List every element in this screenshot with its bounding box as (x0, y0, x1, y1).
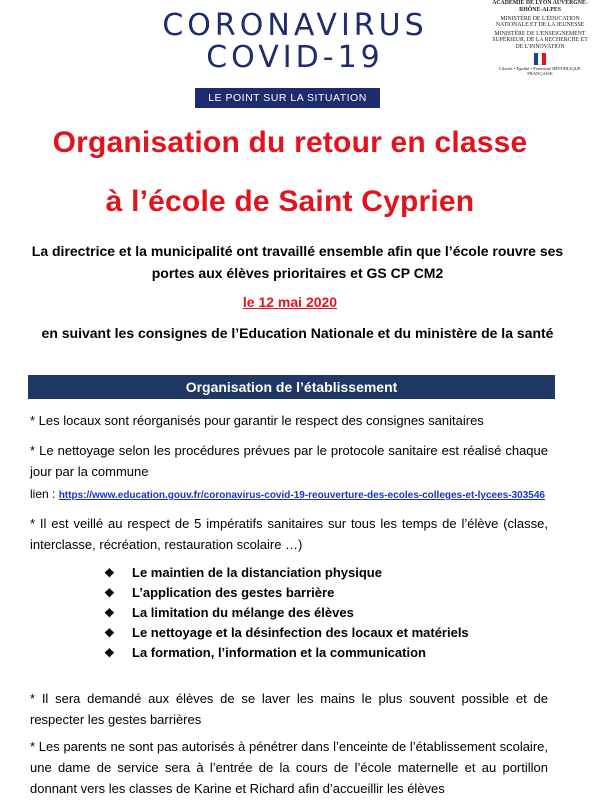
paragraph-imperatifs: * Il est veillé au respect de 5 impératifs sanitaires sur tous les temps de l’élève (classe, interclasse, récréation, restauration scolaire …) (30, 516, 548, 552)
intro-guidelines: en suivant les consignes de l’Education Nationale et du ministère de la santé (41, 325, 554, 341)
logo-ministry-research: MINISTÈRE DE L'ENSEIGNEMENT SUPÉRIEUR, DE LA RECHERCHE ET DE L'INNOVATION (492, 30, 588, 50)
list-item-text: La formation, l’information et la communication (132, 645, 426, 660)
list-item (104, 563, 469, 583)
diamond-bullet-icon: ❖ (104, 646, 115, 660)
logo-ministry-education: MINISTÈRE DE L'ÉDUCATION NATIONALE ET DE LA JEUNESSE (495, 16, 585, 29)
main-title-line1: Organisation du retour en classe (52, 126, 528, 159)
diamond-bullet-icon: ❖ (104, 586, 115, 600)
section-header: Organisation de l’établissement (28, 375, 555, 399)
paragraph-locaux: * Les locaux sont réorganisés pour garantir le respect des consignes sanitaires (30, 413, 484, 428)
list-item (104, 643, 469, 663)
logo-region: ACADÉMIE DE LYON AUVERGNE-RHÔNE-ALPES (492, 0, 588, 13)
french-flag-icon (534, 53, 546, 65)
imperatives-list (104, 563, 469, 663)
intro-text: La directrice et la municipalité ont travaillé ensemble afin que l’école rouvre ses portes aux élèves prioritaires et GS CP CM2 (31, 243, 564, 281)
list-item-text: Le maintien de la distanciation physique (132, 565, 382, 580)
header-title-coronavirus: CORONAVIRUS (162, 8, 428, 43)
paragraph-nettoyage: * Le nettoyage selon les procédures prévues par le protocole sanitaire est réalisé chaque jour par la commune (30, 443, 548, 479)
link-line (30, 486, 548, 504)
main-title-line2: à l’école de Saint Cyprien (105, 185, 475, 218)
list-item (104, 603, 469, 623)
paragraph-lavage-mains: * Il sera demandé aux élèves de se laver les mains le plus souvent possible et de respecter les gestes barrières (30, 691, 548, 727)
link-prefix: lien : (30, 487, 59, 501)
diamond-bullet-icon: ❖ (104, 566, 115, 580)
reopening-date: le 12 mai 2020 (242, 294, 338, 310)
diamond-bullet-icon: ❖ (104, 626, 115, 640)
situation-banner: LE POINT SUR LA SITUATION (195, 88, 380, 108)
list-item-text: La limitation du mélange des élèves (132, 605, 354, 620)
logo-motto: Liberté • Égalité • Fraternité RÉPUBLIQUE FRANÇAISE (499, 66, 581, 77)
list-item-text: Le nettoyage et la désinfection des locaux et matériels (132, 625, 469, 640)
header-title-covid: COVID-19 (206, 40, 384, 75)
paragraph-parents: * Les parents ne sont pas autorisés à pénétrer dans l’enceinte de l’établissement scolaire, une dame de service sera à l’entrée de la cours de l’école maternelle et au portillon donnant vers les classes de Karine et Richard afin d’accueillir les élèves (30, 739, 548, 796)
list-item (104, 583, 469, 603)
list-item (104, 623, 469, 643)
diamond-bullet-icon: ❖ (104, 606, 115, 620)
protocol-link[interactable]: https://www.education.gouv.fr/coronavirus-covid-19-reouverture-des-ecoles-colleges-et-lycees-303546 (58, 490, 545, 501)
list-item-text: L’application des gestes barrière (132, 585, 335, 600)
ministry-logo (488, 0, 592, 77)
